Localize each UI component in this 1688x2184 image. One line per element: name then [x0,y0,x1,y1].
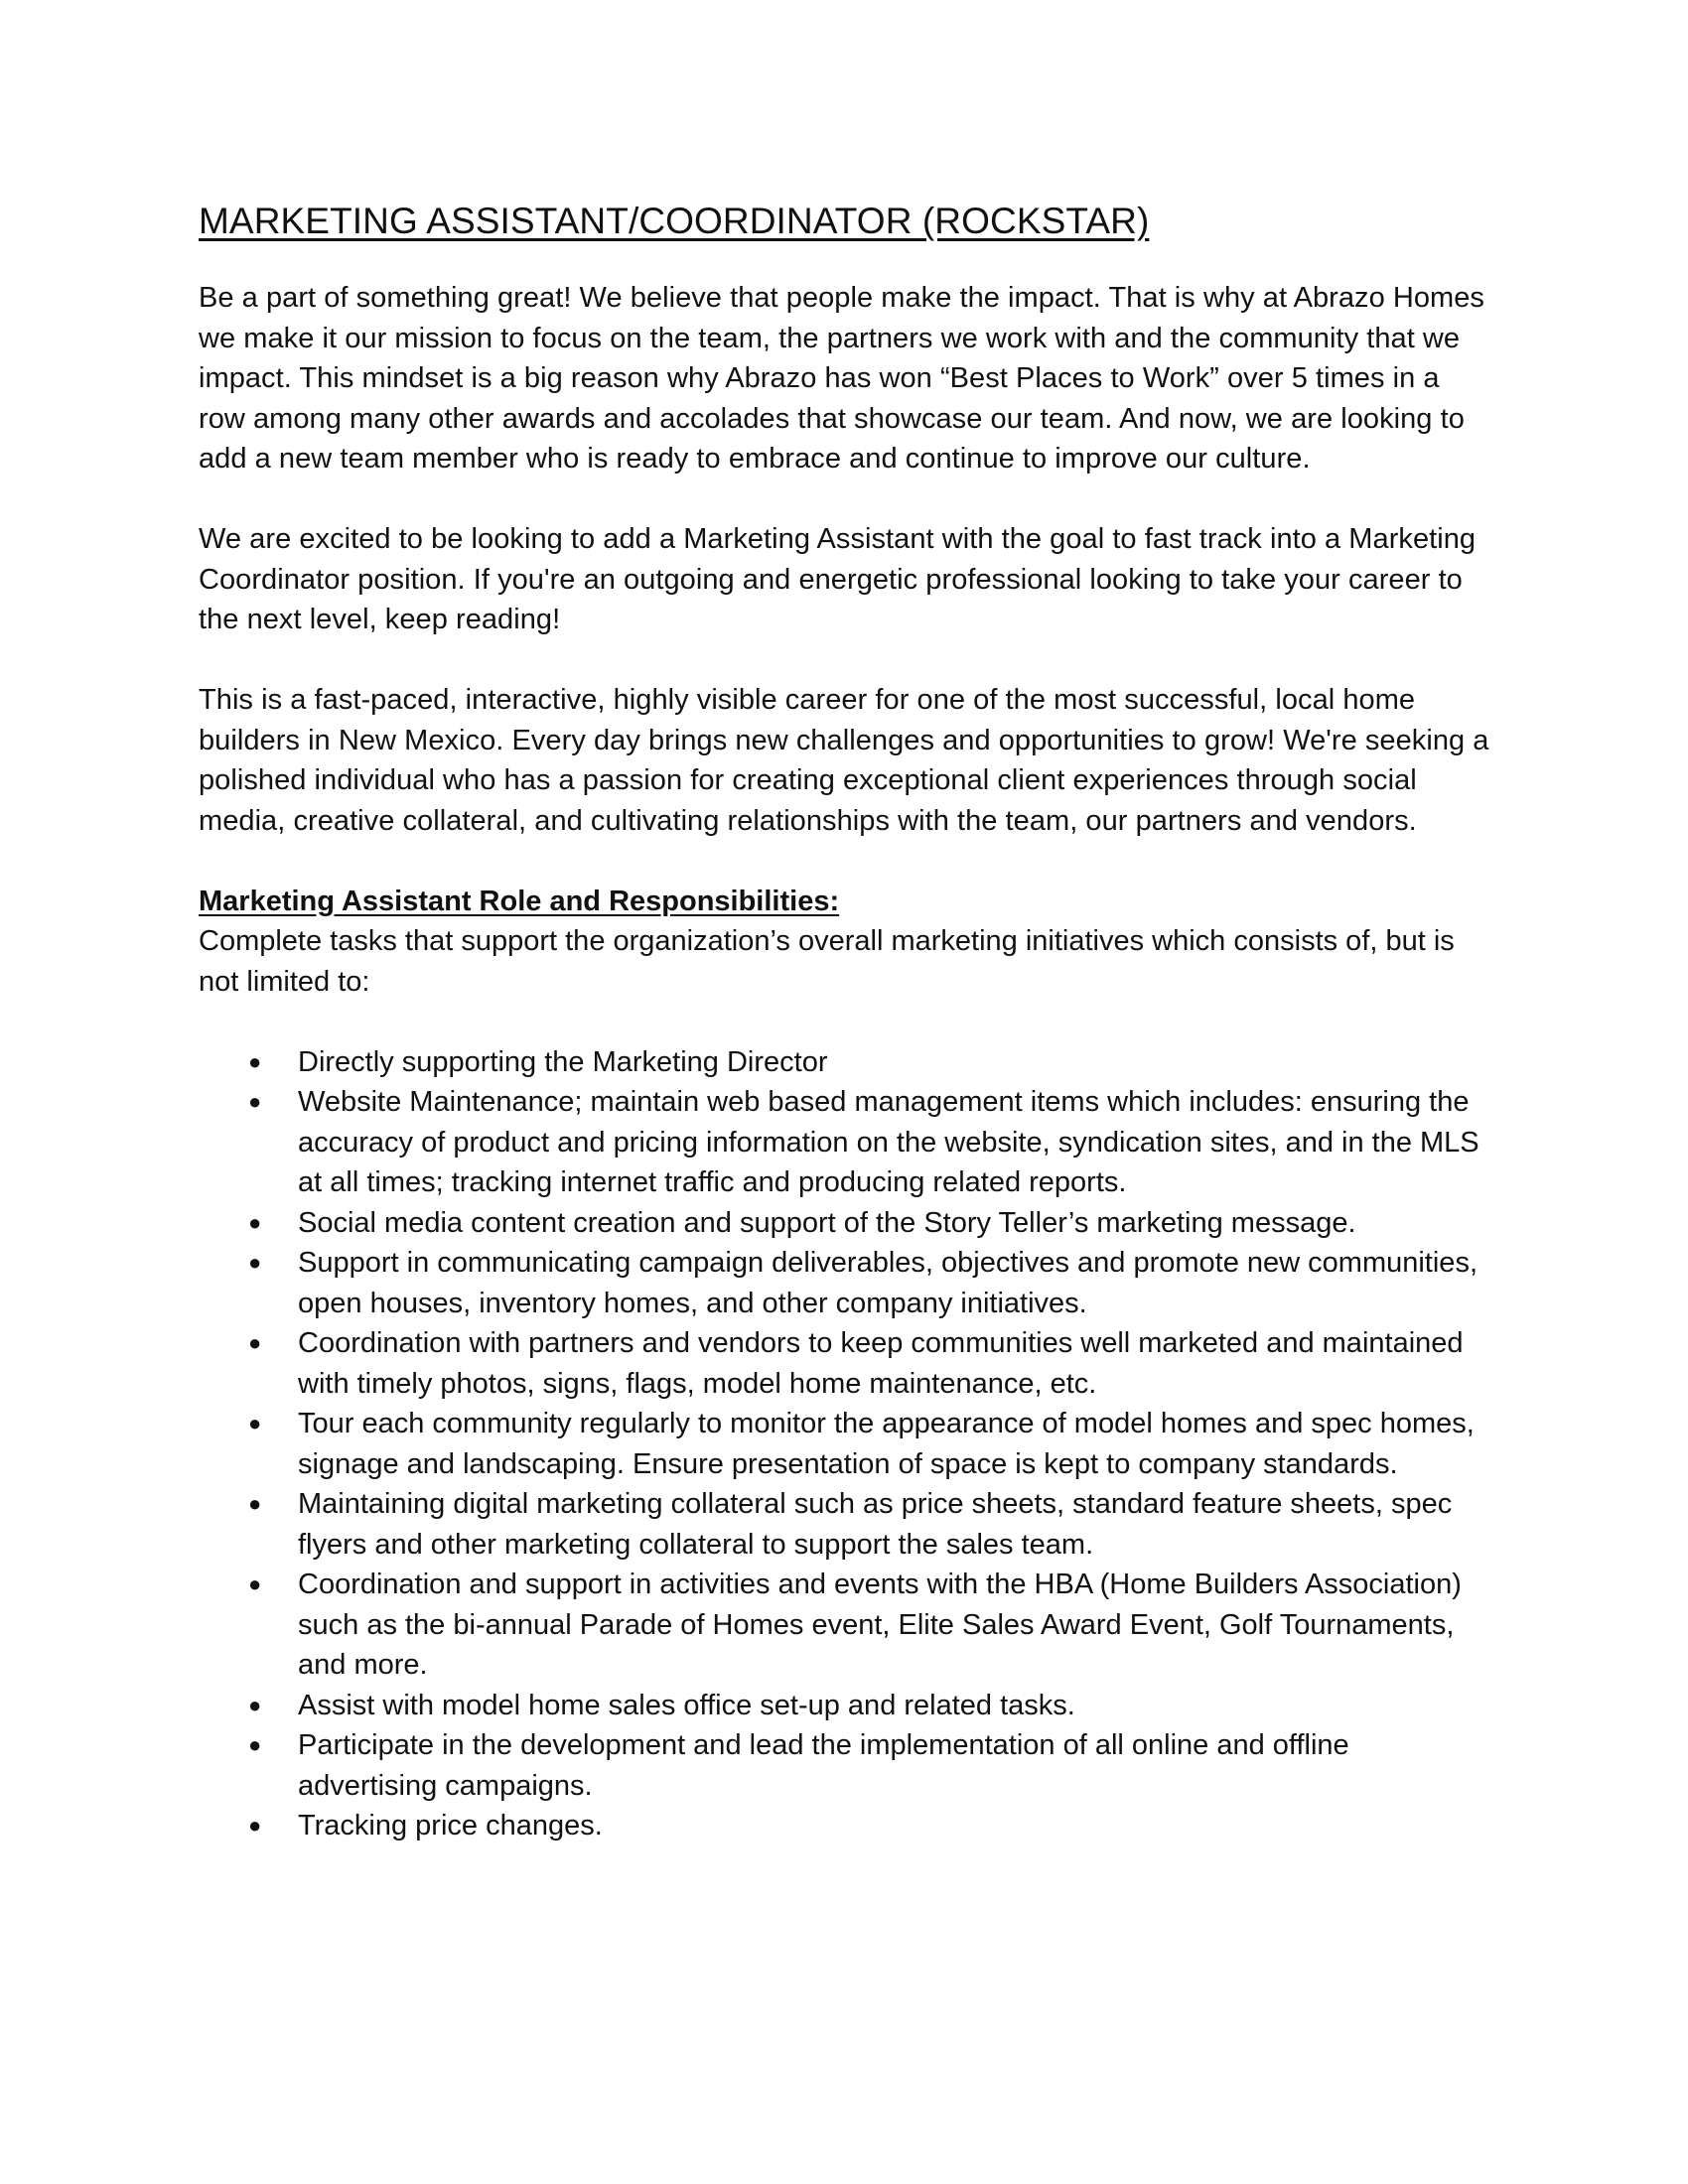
paragraph-intro: Be a part of something great! We believe that people make the impact. That is why at Abrazo Homes we make it our mission to focus on the team, the partners we work with and the community that we impact. This mindset is a big reason why Abrazo has won “Best Places to Work” over 5 times in a row among many other awards and accolades that showcase our team. And now, we are looking to add a new team member who is ready to embrace and continue to improve our culture. [199,282,1484,475]
bullet-icon: ● [248,1813,262,1838]
list-item-text: Social media content creation and support of the Story Teller’s marketing message. [298,1206,1356,1239]
bullet-icon: ● [248,1330,262,1355]
list-item [199,1686,1489,1726]
list-item [199,1243,1489,1323]
list-item-text: Maintaining digital marketing collateral such as price sheets, standard feature sheets, spec flyers and other marketing collateral to support the sales team. [298,1488,1453,1561]
bullet-icon: ● [248,1048,262,1074]
list-item [199,1323,1489,1404]
bullet-icon: ● [248,1250,262,1275]
list-item [199,1042,1489,1083]
list-item [199,1725,1489,1806]
list-item-text: Participate in the development and lead the implementation of all online and offline advertising campaigns. [298,1729,1349,1802]
responsibilities-list [199,1042,1489,1846]
section-intro: Complete tasks that support the organization’s overall marketing initiatives which consists of, but is not limited to: [199,925,1455,998]
list-item-text: Coordination with partners and vendors to keep communities well marketed and maintained with timely photos, signs, flags, model home maintenance, etc. [298,1327,1464,1400]
paragraph-company: This is a fast-paced, interactive, highly visible career for one of the most successful, local home builders in New Mexico. Every day brings new challenges and opportunities to grow! We're seeking a polished individual who has a passion for creating exceptional client experiences through social media, creative collateral, and cultivating relationships with the team, our partners and vendors. [199,684,1489,837]
bullet-icon: ● [248,1411,262,1435]
list-item-text: Website Maintenance; maintain web based management items which includes: ensuring the accuracy of product and pricing information on the website, syndication sites, and in the MLS at all times; tracking internet traffic and producing related reports. [298,1086,1479,1198]
list-item-text: Directly supporting the Marketing Director [298,1045,828,1078]
list-item [199,1082,1489,1203]
document-page [199,197,1489,1846]
paragraph-role-goal: We are excited to be looking to add a Marketing Assistant with the goal to fast track into a Marketing Coordinator position. If you're an outgoing and energetic professional looking to take your career to the next level, keep reading! [199,523,1477,635]
page-title: MARKETING ASSISTANT/COORDINATOR (ROCKSTAR) [199,201,1150,241]
list-item [199,1203,1489,1244]
list-item-text: Assist with model home sales office set-up and related tasks. [298,1689,1075,1721]
list-item [199,1404,1489,1484]
list-item-text: Coordination and support in activities and events with the HBA (Home Builders Association) such as the bi-annual Parade of Homes event, Elite Sales Award Event, Golf Tournaments, and more. [298,1569,1462,1681]
bullet-icon: ● [248,1089,262,1114]
list-item-text: Tracking price changes. [298,1810,603,1842]
list-item [199,1806,1489,1846]
section-heading: Marketing Assistant Role and Responsibilities: [199,885,840,917]
bullet-icon: ● [248,1571,262,1596]
bullet-icon: ● [248,1491,262,1516]
list-item [199,1565,1489,1686]
list-item [199,1484,1489,1565]
bullet-icon: ● [248,1732,262,1757]
bullet-icon: ● [248,1692,262,1717]
bullet-icon: ● [248,1209,262,1235]
list-item-text: Tour each community regularly to monitor the appearance of model homes and spec homes, signage and landscaping. Ensure presentation of space is kept to company standards. [298,1408,1475,1480]
list-item-text: Support in communicating campaign deliverables, objectives and promote new communities, open houses, inventory homes, and other company initiatives. [298,1247,1477,1319]
